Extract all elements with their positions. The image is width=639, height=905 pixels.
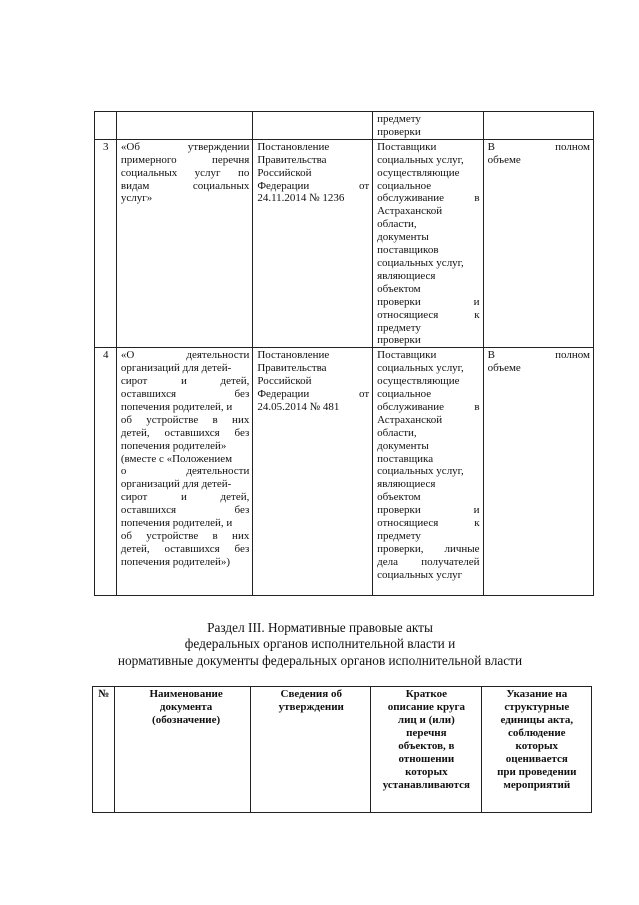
header-number: № xyxy=(93,687,115,813)
table-header-row xyxy=(93,687,592,813)
header-scope-description: Краткое описание круга лиц и (или) перечня объектов, в отношении которых устанавливаются xyxy=(371,687,481,813)
section-heading: Раздел III. Нормативные правовые акты федеральных органов исполнительной власти и нормативные документы федеральных органов исполнительной власти xyxy=(117,620,523,668)
extent-cell: В полном объеме xyxy=(483,348,593,596)
row-number-cell xyxy=(95,112,117,140)
legal-acts-table xyxy=(94,111,594,596)
table-row xyxy=(95,112,594,140)
federal-acts-table xyxy=(92,686,592,813)
table-row xyxy=(95,139,594,348)
document-title-cell: «Об утверждении примерного перечня социальных услуг по видам социальных услуг» xyxy=(116,139,252,348)
row-number-cell: 3 xyxy=(95,139,117,348)
header-structural-units: Указание на структурные единицы акта, соблюдение которых оценивается при проведении мероприятий xyxy=(481,687,591,813)
scope-cell: предмету проверки xyxy=(373,112,483,140)
row-number-cell: 4 xyxy=(95,348,117,596)
header-document-name: Наименование документа (обозначение) xyxy=(114,687,250,813)
table-row xyxy=(95,348,594,596)
document-title-cell: «О деятельности организаций для детей- сирот и детей, оставшихся без попечения родителей, и об устройстве в них детей, оставшихся без попечения родителей» (вместе с «Положением о деятельности организаций для детей- сирот и детей, оставшихся без попечения родителей, и об устройстве в них детей, оставшихся без попечения родителей») xyxy=(116,348,252,596)
scope-cell: Поставщики социальных услуг, осуществляющие социальное обслуживание в Астраханской области, документы поставщика социальных услуг, являющиеся объектом проверки и относящиеся к предмету проверки, личные дела получателей социальных услуг xyxy=(373,348,483,596)
approval-cell: Постановление Правительства Российской Федерации от 24.11.2014 № 1236 xyxy=(253,139,373,348)
extent-cell: В полном объеме xyxy=(483,139,593,348)
header-approval-info: Сведения об утверждении xyxy=(251,687,371,813)
scope-cell: Поставщики социальных услуг, осуществляющие социальное обслуживание в Астраханской области, документы поставщиков социальных услуг, являющиеся объектом проверки и относящиеся к предмету проверки xyxy=(373,139,483,348)
approval-cell: Постановление Правительства Российской Федерации от 24.05.2014 № 481 xyxy=(253,348,373,596)
extent-cell xyxy=(483,112,593,140)
approval-cell xyxy=(253,112,373,140)
document-title-cell xyxy=(116,112,252,140)
